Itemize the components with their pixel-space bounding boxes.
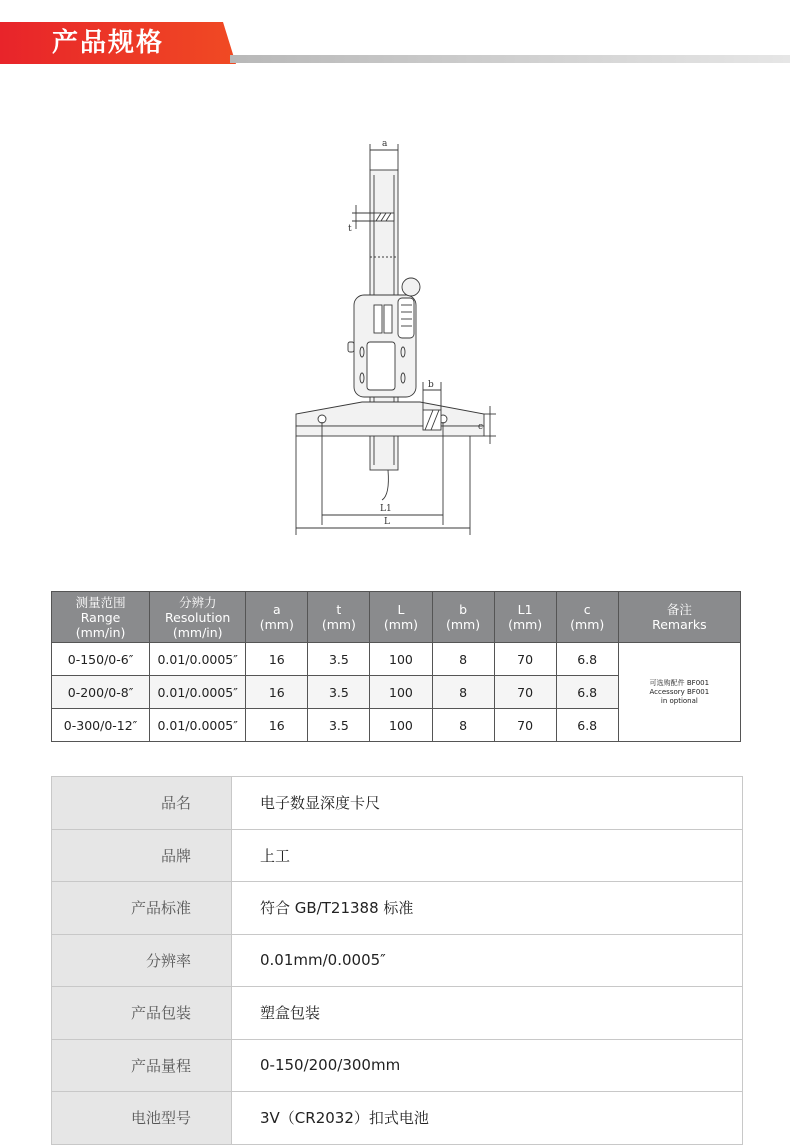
cell-b: 8 [432,676,494,709]
cell-l1: 70 [494,709,556,742]
cell-c: 6.8 [556,709,618,742]
cell-c: 6.8 [556,643,618,676]
section-title: 产品规格 [52,28,165,58]
cell-l: 100 [370,676,432,709]
dim-label-a: a [382,139,388,149]
info-label: 产品标准 [52,882,232,935]
cell-t: 3.5 [308,643,370,676]
info-label: 产品量程 [52,1039,232,1092]
section-banner [0,22,790,64]
product-info-table [51,776,743,1145]
cell-l: 100 [370,709,432,742]
cell-resolution: 0.01/0.0005″ [150,676,246,709]
info-value: 3V（CR2032）扣式电池 [232,1092,743,1145]
depth-caliper-drawing [280,130,510,550]
header-c: c (mm) [556,592,618,643]
info-value: 塑盒包装 [232,987,743,1040]
header-b: b (mm) [432,592,494,643]
info-value: 符合 GB/T21388 标准 [232,882,743,935]
cell-c: 6.8 [556,676,618,709]
cell-t: 3.5 [308,676,370,709]
header-resolution: 分辨力 Resolution (mm/in) [150,592,246,643]
cell-range: 0-200/0-8″ [52,676,150,709]
header-l: L (mm) [370,592,432,643]
info-row-packaging [52,987,743,1040]
dim-label-b: b [428,380,434,390]
cell-a: 16 [246,676,308,709]
info-value: 0.01mm/0.0005″ [232,934,743,987]
dim-label-t: t [348,224,352,234]
info-row-resolution [52,934,743,987]
info-label: 分辨率 [52,934,232,987]
cell-resolution: 0.01/0.0005″ [150,643,246,676]
header-l1: L1 (mm) [494,592,556,643]
cell-t: 3.5 [308,709,370,742]
cell-range: 0-300/0-12″ [52,709,150,742]
info-row-battery [52,1092,743,1145]
info-label: 产品包装 [52,987,232,1040]
header-remarks: 备注 Remarks [618,592,740,643]
cell-b: 8 [432,709,494,742]
cell-a: 16 [246,643,308,676]
info-value: 电子数显深度卡尺 [232,777,743,830]
header-t: t (mm) [308,592,370,643]
cell-remarks: 可选购配件 BF001 Accessory BF001 in optional [618,643,740,742]
info-label: 品牌 [52,829,232,882]
cell-a: 16 [246,709,308,742]
info-label: 品名 [52,777,232,830]
info-row-range [52,1039,743,1092]
cell-b: 8 [432,643,494,676]
header-a: a (mm) [246,592,308,643]
cell-range: 0-150/0-6″ [52,643,150,676]
header-range: 测量范围 Range (mm/in) [52,592,150,643]
info-row-name [52,777,743,830]
cell-l1: 70 [494,643,556,676]
table-row [52,643,741,676]
spec-header-row [52,592,741,643]
cell-resolution: 0.01/0.0005″ [150,709,246,742]
info-row-standard [52,882,743,935]
dim-label-l1: L1 [380,504,392,514]
cell-l: 100 [370,643,432,676]
spec-table [51,591,741,742]
cell-l1: 70 [494,676,556,709]
info-row-brand [52,829,743,882]
banner-divider [230,55,790,63]
info-label: 电池型号 [52,1092,232,1145]
dim-label-l: L [384,517,390,527]
info-value: 0-150/200/300mm [232,1039,743,1092]
info-value: 上工 [232,829,743,882]
dim-label-c: c [478,422,484,432]
